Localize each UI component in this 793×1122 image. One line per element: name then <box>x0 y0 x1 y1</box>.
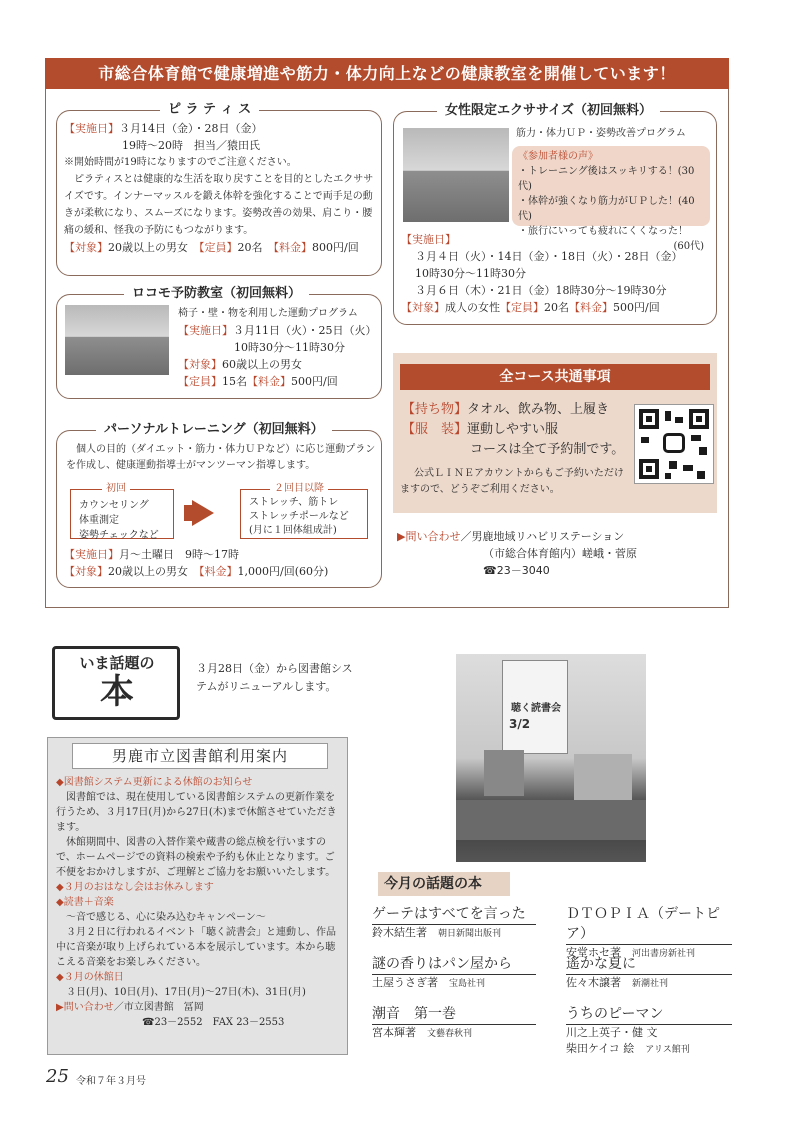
line-qr-code[interactable] <box>634 404 714 484</box>
book-item: うちのピーマン 川之上英子・健 文 柴田ケイコ 絵 アリス館刊 <box>566 1004 732 1058</box>
personal-title: パーソナルトレーニング（初回無料） <box>96 421 332 439</box>
first-session-box: カウンセリング 体重測定 姿勢チェックなど <box>70 489 174 539</box>
section-banner: 市総合体育館で健康増進や筋力・体力向上などの健康教室を開催しています！ <box>45 58 729 89</box>
health-contact: ▶問い合わせ／男鹿地域リハビリステーション （市総合体育館内）嵯峨・菅原 ☎23－3040 <box>397 530 637 577</box>
common-title: 全コース共通事項 <box>400 364 710 390</box>
women-details: 【実施日】 ３月４日（火）・14日（金）・18日（火）・28日（金） 10時30分～11時30分 ３月６日（木）・21日（金）18時30分～19時30分 【対象】成人の女性【定員】20名【料金】500円/回 <box>401 233 683 314</box>
library-renewal-intro: ３月28日（金）から図書館システムがリニューアルします。 <box>196 662 353 693</box>
common-content: 【持ち物】タオル、飲み物、上履き 【服 装】運動しやすい服 コースは全て予約制です。 <box>402 402 625 457</box>
women-title: 女性限定エクササイズ（初回無料） <box>437 102 660 120</box>
book-badge-line2: 本 <box>100 672 134 712</box>
book-item: 潮音 第一巻 宮本輝著 文藝春秋刊 <box>372 1004 536 1042</box>
book-row <box>456 800 646 840</box>
women-photo <box>403 128 509 222</box>
event-poster: 聴く読書会 3/2 <box>502 660 568 754</box>
issue-label: 令和７年３月号 <box>76 1076 146 1087</box>
first-session-label: 初回 <box>102 481 130 496</box>
personal-details: 【実施日】月～土曜日 9時～17時 【対象】20歳以上の男女 【料金】1,000円/回(60分) <box>64 548 329 578</box>
book-stack-left <box>484 750 524 796</box>
pilates-content: 【実施日】３月14日（金）・28日（金） 19時～20時 担当／猿田氏 ※開始時間が19時になりますのでご注意ください。 ピラティスとは健康的な生活を取り戻すことを目的としたエクササイズです。インナーマッスルを鍛え体幹を強化することで両手足の動きが柔軟になり、スムーズになります。姿勢改善の効果、肩こり・腰痛の緩和、怪我の予防にもつながります。 【対象】20歳以上の男女 【定員】20名 【料金】800円/回 <box>64 122 374 254</box>
personal-desc: 個人の目的（ダイエット・筋力・体力ＵＰなど）に応じ運動プランを作成し、健康運動指導士がマンツーマン指導します。 <box>66 444 376 471</box>
book-list <box>372 904 742 1064</box>
page-number: 25 <box>46 1066 69 1087</box>
book-item: ゲーテはすべてを言った 鈴木結生著 朝日新聞出版刊 <box>372 904 536 942</box>
library-content: ◆図書館システム更新による休館のお知らせ 図書館では、現在使用している図書館システムの更新作業を行うため、３月17日(月)から27日(木)まで休館させていただきます。 休館期間中、図書の入替作業や蔵書の総点検を行いますので、ホームページでの資料の検索や予約も休止となります。ご不便をおかけしますが、ご理解とご協力をお願いいたします。 ◆３月のおはなし会はお休みします ◆読書＋音楽 ～音で感じる、心に染み込むキャンペーン～ ３月２日に行われるイベント「聴く読書会」と連動し、作品中に音楽が取り上げられている本を展示しています。本から聴こえる音楽をお楽しみください。 ◆３月の休館日 ３日(月)、10日(月)、17日(月)～27日(木)、31日(月) ▶問い合わせ／市立図書館 冨岡 ☎23－2552 FAX 23－2553 <box>56 777 337 1028</box>
arrow-stem <box>184 505 194 521</box>
pilates-title: ピ ラ テ ィ ス <box>160 101 259 119</box>
arrow-right-icon <box>192 500 214 526</box>
voice-box: 《参加者様の声》 ・トレーニング後はスッキリする！(30代) ・体幹が強くなり筋力がＵＰした！(40代) ・旅行にいっても疲れにくくなった！ (60代) <box>512 146 710 226</box>
locomo-photo <box>65 305 169 375</box>
locomo-content: 椅子・壁・物を利用した運動プログラム 【実施日】３月11日（火）・25日（火） 10時30分～11時30分 【対象】60歳以上の男女 【定員】15名【料金】500円/回 <box>178 308 377 388</box>
locomo-title: ロコモ予防教室（初回無料） <box>124 285 309 303</box>
books-header: 今月の話題の本 <box>378 872 510 896</box>
book-item: 謎の香りはパン屋から 土屋うさぎ著 宝島社刊 <box>372 954 536 992</box>
common-note: 公式ＬＩＮＥアカウントからもご予約いただけますので、どうぞご利用ください。 <box>400 468 624 495</box>
book-item: 遙かな夏に 佐々木譲著 新潮社刊 <box>566 954 732 992</box>
book-display-photo <box>456 654 646 862</box>
book-badge-line1: いま話題の <box>79 654 155 672</box>
second-session-label: ２回目以降 <box>270 481 328 496</box>
second-session-box: ストレッチ、筋トレ ストレッチポールなど (月に１回体組成計) <box>240 489 368 539</box>
library-title: 男鹿市立図書館利用案内 <box>72 743 328 769</box>
book-item: ＤＴＯＰＩＡ（デートピア） 安堂ホセ著 河出書房新社刊 <box>566 904 732 962</box>
women-desc: 筋力・体力ＵＰ・姿勢改善プログラム <box>516 128 686 139</box>
